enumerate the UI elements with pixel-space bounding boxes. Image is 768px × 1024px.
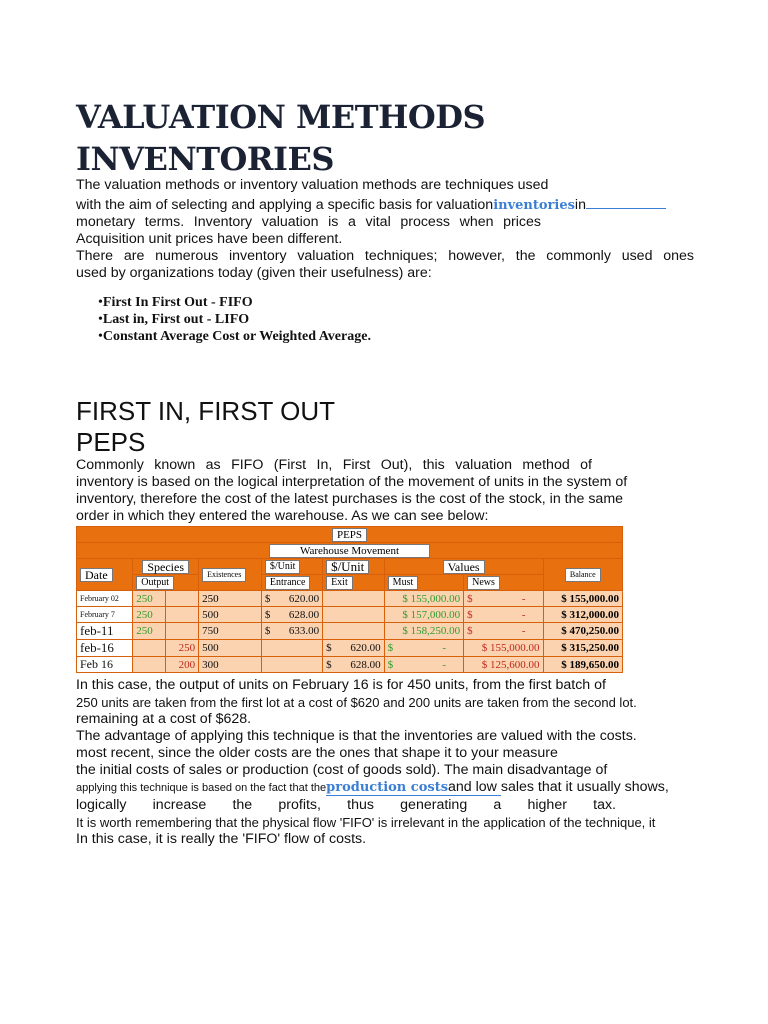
table-header-row <box>77 559 623 575</box>
methods-list <box>98 294 371 345</box>
intro-line: There are numerous inventory valuation techniques; however, the commonly used ones <box>76 248 694 264</box>
news-dash: - <box>521 625 526 637</box>
production-costs-link[interactable]: production costs <box>326 780 449 795</box>
after-line: In this case, the output of units on February 16 is for 450 units, from the first batch of <box>76 677 606 693</box>
cell-in: 250 <box>133 623 166 640</box>
header-existences: Existences <box>202 568 246 582</box>
section-heading <box>76 396 335 458</box>
cell-news <box>464 607 543 623</box>
exit-cur: $ <box>326 658 332 671</box>
header-values: Values <box>443 560 485 574</box>
news-cur: $ <box>467 608 473 621</box>
table-row <box>77 591 623 607</box>
cell-exit <box>323 657 385 673</box>
inventories-link[interactable]: inventories <box>493 198 575 213</box>
list-item: • Last in, First out - LIFO <box>98 311 371 328</box>
cell-date: feb-16 <box>77 640 133 657</box>
peps-table <box>76 526 623 673</box>
cell-out <box>166 591 199 607</box>
cell-in <box>133 640 166 657</box>
cell-out <box>166 623 199 640</box>
after-line: most recent, since the older costs are the ones that shape it to your measure <box>76 745 558 761</box>
cell-date: February 02 <box>77 591 133 607</box>
table-subheader-row <box>77 575 623 591</box>
after-line: The advantage of applying this technique is that the inventories are valued with the costs. <box>76 728 637 744</box>
section-line-2: PEPS <box>76 427 146 457</box>
document-title <box>76 96 485 180</box>
title-line-2: INVENTORIES <box>76 140 334 178</box>
cell-exist: 250 <box>199 591 262 607</box>
cell-balance: $ 315,250.00 <box>543 640 622 657</box>
table-row <box>77 657 623 673</box>
after-line: the initial costs of sales or production (cost of goods sold). The main disadvantage of <box>76 762 608 778</box>
cell-exit <box>323 623 385 640</box>
cell-must <box>384 657 463 673</box>
section-line-1: FIRST IN, FIRST OUT <box>76 396 336 426</box>
intro-line: monetary terms. Inventory valuation is a vital process when prices <box>76 214 541 230</box>
intro-line: The valuation methods or inventory valuation methods are techniques used <box>76 177 549 193</box>
cell-in <box>133 657 166 673</box>
cell-balance: $ 470,250.00 <box>543 623 622 640</box>
header-exit: Exit <box>326 576 353 590</box>
intro-line: used by organizations today (given their usefulness) are: <box>76 265 432 281</box>
cell-in: 250 <box>133 607 166 623</box>
fifo-line: Commonly known as FIFO (First In, First Out), this valuation method of <box>76 457 592 473</box>
cell-exist: 500 <box>199 607 262 623</box>
header-species: Species <box>142 560 189 574</box>
cell-out: 200 <box>166 657 199 673</box>
news-cur: $ <box>467 625 473 637</box>
table-row <box>77 640 623 657</box>
intro-text: with the aim of selecting and applying a specific basis for valuation <box>76 197 494 213</box>
explanation-paragraph <box>76 677 700 848</box>
cell-unit <box>276 640 323 657</box>
list-item: • Constant Average Cost or Weighted Average. <box>98 328 371 345</box>
intro-text: in <box>574 197 586 213</box>
news-cur: $ <box>467 592 473 605</box>
fifo-line: inventory, therefore the cost of the latest purchases is the cost of the stock, in the same <box>76 491 624 507</box>
cell-must: $ 155,000.00 <box>384 591 463 607</box>
must-cur: $ <box>387 658 394 671</box>
cell-date: feb-11 <box>77 623 133 640</box>
cell-exist: 750 <box>199 623 262 640</box>
intro-paragraph <box>76 177 696 282</box>
table-subtitle-row <box>77 543 623 559</box>
cell-exit <box>323 591 385 607</box>
table-row <box>77 623 623 640</box>
after-line: In this case, it is really the 'FIFO' flow of costs. <box>76 831 367 847</box>
cell-balance: $ 155,000.00 <box>543 591 622 607</box>
header-must: Must <box>388 576 419 590</box>
fifo-paragraph <box>76 457 696 525</box>
exit-value: 628.00 <box>350 658 381 671</box>
cell-cur <box>261 657 276 673</box>
cell-exist: 500 <box>199 640 262 657</box>
header-unit-1: $/Unit <box>265 560 301 574</box>
after-line <box>76 779 700 797</box>
header-output: Output <box>136 576 174 590</box>
cell-out: 250 <box>166 640 199 657</box>
cell-out <box>166 607 199 623</box>
cell-unit: 620.00 <box>276 591 323 607</box>
intro-line: Acquisition unit prices have been different. <box>76 231 343 247</box>
cell-in: 250 <box>133 591 166 607</box>
cell-cur: $ <box>261 591 276 607</box>
cell-exit <box>323 607 385 623</box>
header-unit-2: $/Unit <box>326 560 369 574</box>
table-subtitle: Warehouse Movement <box>269 544 430 558</box>
cell-cur: $ <box>261 607 276 623</box>
must-dash: - <box>442 658 447 671</box>
header-news: News <box>467 576 500 590</box>
cell-exit <box>323 640 385 657</box>
link-underline <box>586 194 666 209</box>
cell-unit: 628.00 <box>276 607 323 623</box>
fifo-line: inventory is based on the logical interpretation of the movement of units in the system of <box>76 474 628 490</box>
list-item: • First In First Out - FIFO <box>98 294 371 311</box>
exit-cur: $ <box>326 642 332 654</box>
header-balance: Balance <box>565 568 601 582</box>
news-dash: - <box>521 608 526 621</box>
must-dash: - <box>442 642 447 654</box>
cell-cur: $ <box>261 623 276 640</box>
cell-news: $ 125,600.00 <box>464 657 543 673</box>
after-line: remaining at a cost of $628. <box>76 711 252 727</box>
fifo-line: order in which they entered the warehouse. As we can see below: <box>76 508 489 524</box>
title-line-1: VALUATION METHODS <box>76 98 486 136</box>
cell-news <box>464 623 543 640</box>
cell-must: $ 157,000.00 <box>384 607 463 623</box>
cell-date: Feb 16 <box>77 657 133 673</box>
cell-exist: 300 <box>199 657 262 673</box>
intro-line <box>76 194 696 214</box>
after-text: and low <box>448 779 501 795</box>
cell-unit: 633.00 <box>276 623 323 640</box>
header-date: Date <box>80 568 113 582</box>
after-line: logically increase the profits, thus generating a higher tax. <box>76 797 616 813</box>
cell-balance: $ 189,650.00 <box>543 657 622 673</box>
after-line: 250 units are taken from the first lot at a cost of $620 and 200 units are taken from the second lot. <box>76 695 637 710</box>
after-line: It is worth remembering that the physical flow 'FIFO' is irrelevant in the application of the technique, it <box>76 815 656 830</box>
cell-news: $ 155,000.00 <box>464 640 543 657</box>
table-title: PEPS <box>332 528 367 542</box>
cell-unit <box>276 657 323 673</box>
must-cur: $ <box>387 642 394 654</box>
cell-date: February 7 <box>77 607 133 623</box>
cell-balance: $ 312,000.00 <box>543 607 622 623</box>
cell-cur <box>261 640 276 657</box>
cell-must: $ 158,250.00 <box>384 623 463 640</box>
news-dash: - <box>521 592 526 605</box>
after-text: sales that it usually shows, <box>500 779 669 795</box>
after-text: applying this technique is based on the fact that the <box>76 782 327 794</box>
exit-value: 620.00 <box>350 642 381 654</box>
table-row <box>77 607 623 623</box>
header-entrance: Entrance <box>265 576 311 590</box>
cell-must <box>384 640 463 657</box>
table-title-row <box>77 527 623 543</box>
cell-news <box>464 591 543 607</box>
